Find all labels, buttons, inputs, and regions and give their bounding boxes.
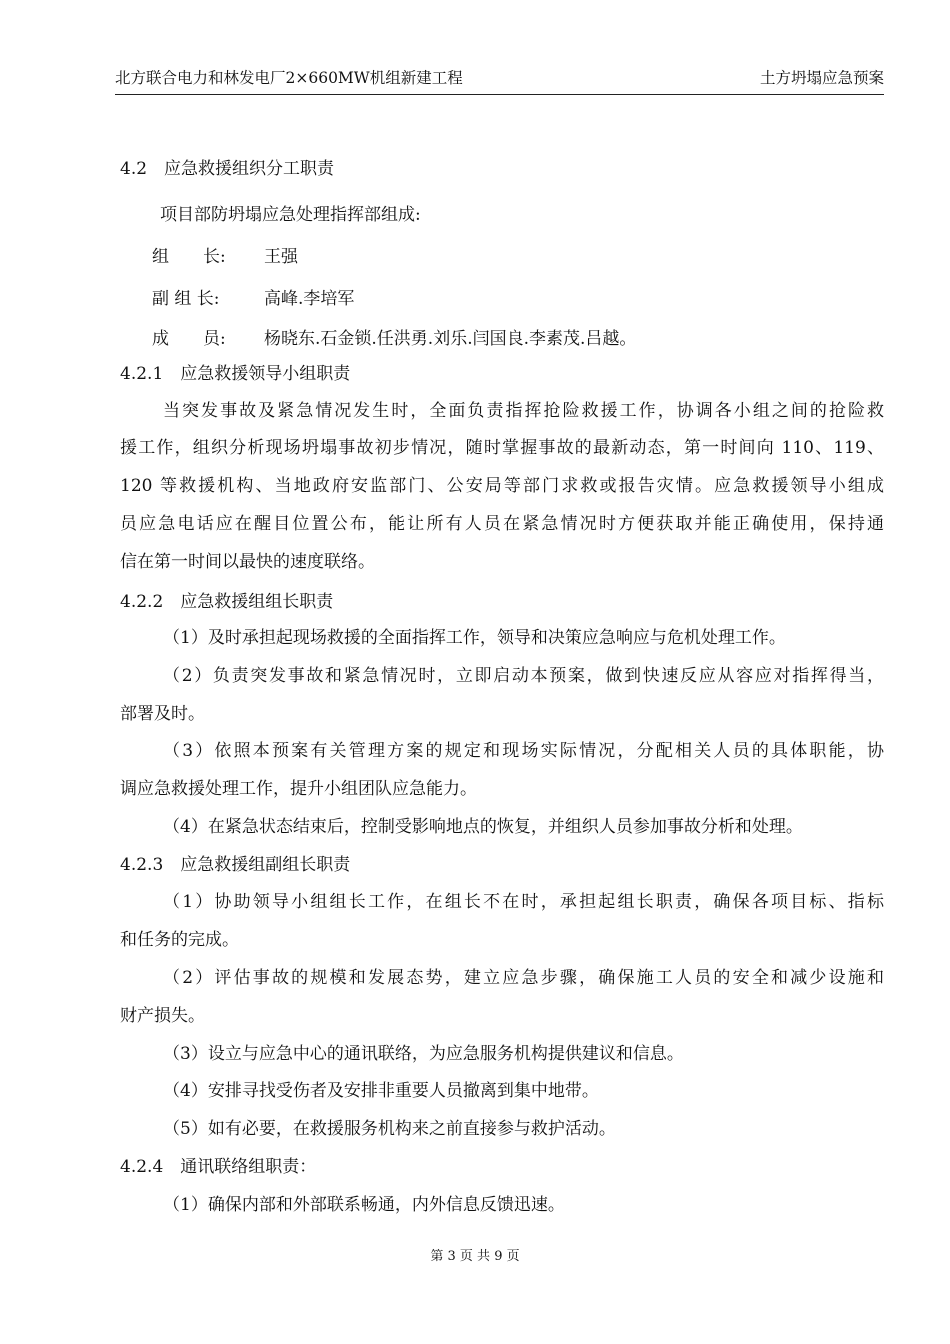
paragraph-line: 员应急电话应在醒目位置公布，能让所有人员在紧急情况时方便获取并能正确使用，保持通 [120, 514, 884, 534]
list-item-line: 调应急救援处理工作，提升小组团队应急能力。 [120, 779, 477, 799]
member-role: 组 长: [152, 247, 226, 267]
list-item-line: 和任务的完成。 [120, 930, 239, 950]
section-heading-4-2: 4.2 应急救援组织分工职责 [120, 159, 335, 179]
member-row-deputy [152, 287, 354, 311]
list-item-line: 部署及时。 [120, 704, 205, 724]
list-item-line: （3）依照本预案有关管理方案的规定和现场实际情况，分配相关人员的具体职能，协 [163, 741, 884, 761]
section-heading-4-2-4: 4.2.4 通讯联络组职责： [120, 1157, 317, 1177]
section-heading-4-2-1: 4.2.1 应急救援领导小组职责 [120, 364, 351, 384]
list-item-line: （4）在紧急状态结束后，控制受影响地点的恢复，并组织人员参加事故分析和处理。 [163, 817, 803, 837]
member-names: 杨晓东.石金锁.任洪勇.刘乐.闫国良.李素茂.吕越。 [264, 329, 637, 349]
paragraph-line: 120 等救援机构、当地政府安监部门、公安局等部门求救或报告灾情。应急救援领导小组成 [120, 476, 884, 496]
list-item-line: （5）如有必要，在救援服务机构来之前直接参与救护活动。 [163, 1119, 616, 1139]
header-project-title: 北方联合电力和林发电厂2×660MW机组新建工程 [115, 69, 463, 87]
list-item-line: 财产损失。 [120, 1006, 205, 1026]
page-header [115, 66, 884, 95]
list-item-line: （2）负责突发事故和紧急情况时，立即启动本预案，做到快速反应从容应对指挥得当， [163, 666, 884, 686]
page-footer: 第 3 页 共 9 页 [430, 1249, 520, 1264]
list-item-line: （2）评估事故的规模和发展态势，建立应急步骤，确保施工人员的安全和减少设施和 [163, 968, 884, 988]
section-intro: 项目部防坍塌应急处理指挥部组成: [160, 205, 421, 225]
member-role: 副 组 长: [152, 289, 220, 309]
section-heading-4-2-3: 4.2.3 应急救援组副组长职责 [120, 855, 351, 875]
header-document-title: 土方坍塌应急预案 [759, 69, 884, 87]
section-heading-4-2-2: 4.2.2 应急救援组组长职责 [120, 592, 334, 612]
list-item-line: （1）协助领导小组组长工作，在组长不在时，承担起组长职责，确保各项目标、指标 [163, 892, 884, 912]
member-names: 高峰.李培军 [264, 289, 355, 309]
paragraph-line: 当突发事故及紧急情况发生时，全面负责指挥抢险救援工作，协调各小组之间的抢险救 [163, 401, 884, 421]
list-item-line: （1）及时承担起现场救援的全面指挥工作，领导和决策应急响应与危机处理工作。 [163, 628, 786, 648]
list-item-line: （4）安排寻找受伤者及安排非重要人员撤离到集中地带。 [163, 1081, 599, 1101]
paragraph-line: 信在第一时间以最快的速度联络。 [120, 552, 375, 572]
member-row-members [152, 327, 636, 351]
member-role: 成 员: [152, 329, 226, 349]
list-item-line: （3）设立与应急中心的通讯联络，为应急服务机构提供建议和信息。 [163, 1044, 684, 1064]
member-names: 王强 [264, 247, 298, 267]
member-row-leader [152, 245, 298, 269]
paragraph-line: 援工作，组织分析现场坍塌事故初步情况，随时掌握事故的最新动态，第一时间向 110、119、 [120, 438, 884, 458]
list-item-line: （1）确保内部和外部联系畅通，内外信息反馈迅速。 [163, 1195, 565, 1215]
